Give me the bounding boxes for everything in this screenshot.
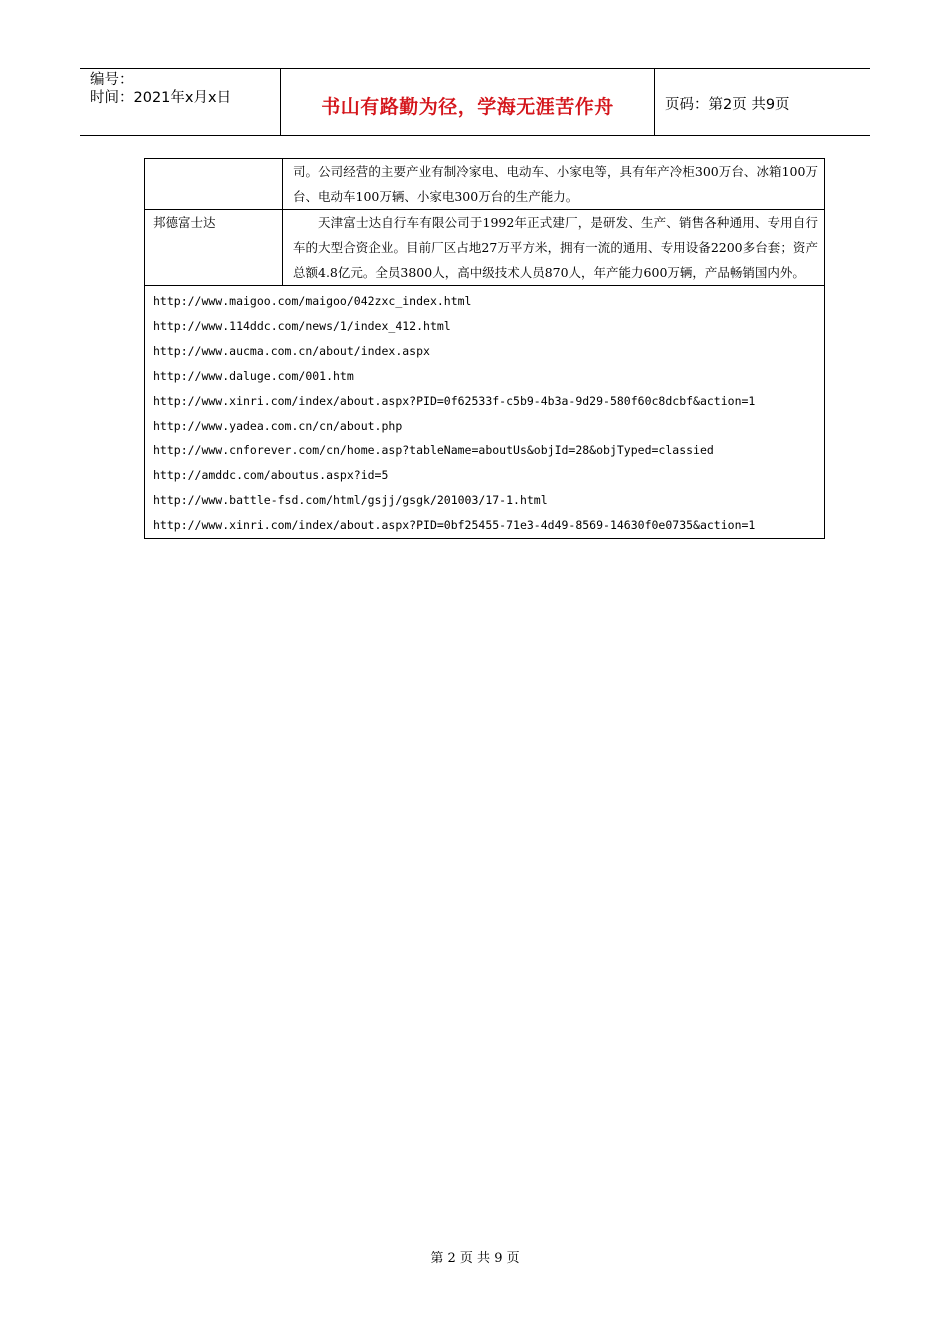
company-desc-cell: 司。公司经营的主要产业有制冷家电、电动车、小家电等，具有年产冷柜300万台、冰箱100万台、电动车100万辆、小家电300万台的生产能力。 [293,164,818,204]
reference-link[interactable]: http://www.daluge.com/001.htm [153,368,354,383]
reference-link[interactable]: http://www.battle-fsd.com/html/gsjj/gsgk/201003/17-1.html [153,493,548,508]
reference-link[interactable]: http://www.maigoo.com/maigoo/042zxc_index.html [153,294,472,308]
reference-link[interactable]: http://www.aucma.com.cn/about/index.aspx [153,343,430,358]
page-footer: 第 2 页 共 9 页 [430,1251,520,1266]
reference-link[interactable]: http://www.xinri.com/index/about.aspx?PID=0bf25455-71e3-4d49-8569-14630f0e0735&action=1 [153,518,756,533]
header-motto: 书山有路勤为径，学海无涯苦作舟 [281,69,655,135]
serial-number-label: 编号： [90,72,134,88]
company-desc-cell: 天津富士达自行车有限公司于1992年正式建厂，是研发、生产、销售各种通用、专用自行车的大型合资企业。目前厂区占地27万平方米，拥有一流的通用、专用设备2200多台套；资产总额4.8亿元。全员3800人，高中级技术人员870人，年产能力600万辆，产品畅销国内外。 [293,215,818,280]
reference-link[interactable]: http://www.cnforever.com/cn/home.asp?tableName=aboutUs&objId=28&objTyped=classied [153,443,714,458]
table-row [145,159,824,210]
page-header [80,68,870,136]
reference-link[interactable]: http://www.114ddc.com/news/1/index_412.html [153,318,451,333]
reference-link[interactable]: http://amddc.com/aboutus.aspx?id=5 [153,468,389,483]
reference-link[interactable]: http://www.xinri.com/index/about.aspx?PID=0f62533f-c5b9-4b3a-9d29-580f60c8dcbf&action=1 [153,393,756,408]
header-meta [80,69,281,135]
company-name-cell: 邦德富士达 [145,210,283,285]
table-row [145,210,824,286]
date-label: 时间：2021年x月x日 [90,90,232,106]
reference-links-row [145,286,824,538]
reference-link[interactable]: http://www.yadea.com.cn/cn/about.php [153,418,403,433]
company-name-cell [145,159,283,209]
company-table [144,158,825,539]
reference-links [145,286,761,538]
header-page-number: 页码：第2页 共9页 [665,96,790,113]
